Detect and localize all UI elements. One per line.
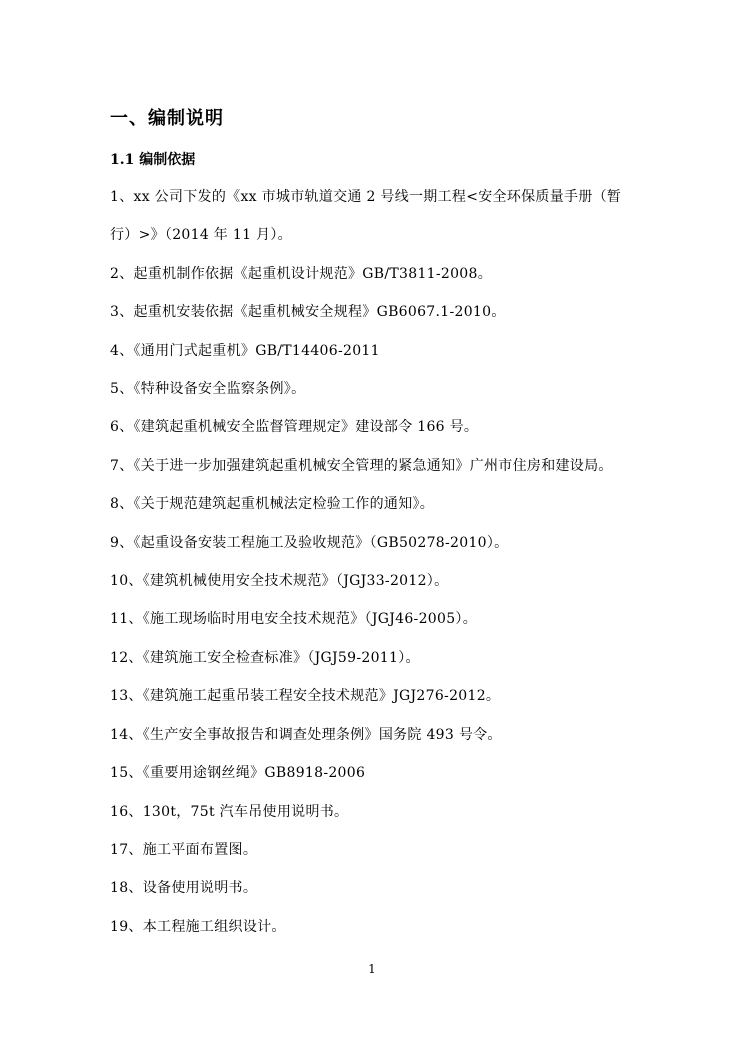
list-item: 17、施工平面布置图。	[110, 841, 258, 858]
list-item: 8、《关于规范建筑起重机械法定检验工作的通知》。	[110, 496, 435, 513]
list-item: 4、《通用门式起重机》GB/T14406-2011	[110, 342, 380, 359]
list-item: 3、起重机安装依据《起重机械安全规程》GB6067.1-2010。	[110, 304, 506, 321]
list-item: 13、《建筑施工起重吊装工程安全技术规范》JGJ276-2012。	[110, 688, 501, 705]
basis-list	[110, 178, 640, 946]
page-number: 1	[368, 962, 376, 976]
list-item: 16、130t，75t 汽车吊使用说明书。	[110, 803, 349, 820]
list-item: 2、起重机制作依据《起重机设计规范》GB/T3811-2008。	[110, 265, 493, 282]
list-item: 7、《关于进一步加强建筑起重机械安全管理的紧急通知》广州市住房和建设局。	[110, 457, 613, 474]
list-item: 12、《建筑施工安全检查标准》（JGJ59-2011）。	[110, 649, 420, 666]
list-item: 11、《施工现场临时用电安全技术规范》（JGJ46-2005）。	[110, 611, 477, 628]
list-item: 18、设备使用说明书。	[110, 880, 258, 897]
list-item: 6、《建筑起重机械安全监督管理规定》建设部令 166 号。	[110, 419, 479, 436]
subsection-heading: 1.1 编制依据	[110, 152, 196, 168]
section-heading: 一、编制说明	[110, 108, 224, 129]
list-item: 14、《生产安全事故报告和调查处理条例》国务院 493 号令。	[110, 726, 502, 743]
list-item: 10、《建筑机械使用安全技术规范》（JGJ33-2012）。	[110, 573, 449, 590]
list-item: 行）>》（2014 年 11 月）。	[110, 227, 292, 244]
list-item: 1、xx 公司下发的《xx 市城市轨道交通 2 号线一期工程<安全环保质量手册（暂	[110, 189, 622, 205]
list-item: 9、《起重设备安装工程施工及验收规范》（GB50278-2010）。	[110, 534, 509, 551]
list-item: 5、《特种设备安全监察条例》。	[110, 381, 306, 398]
list-item: 19、本工程施工组织设计。	[110, 918, 286, 935]
list-item: 15、《重要用途钢丝绳》GB8918-2006	[110, 765, 366, 782]
